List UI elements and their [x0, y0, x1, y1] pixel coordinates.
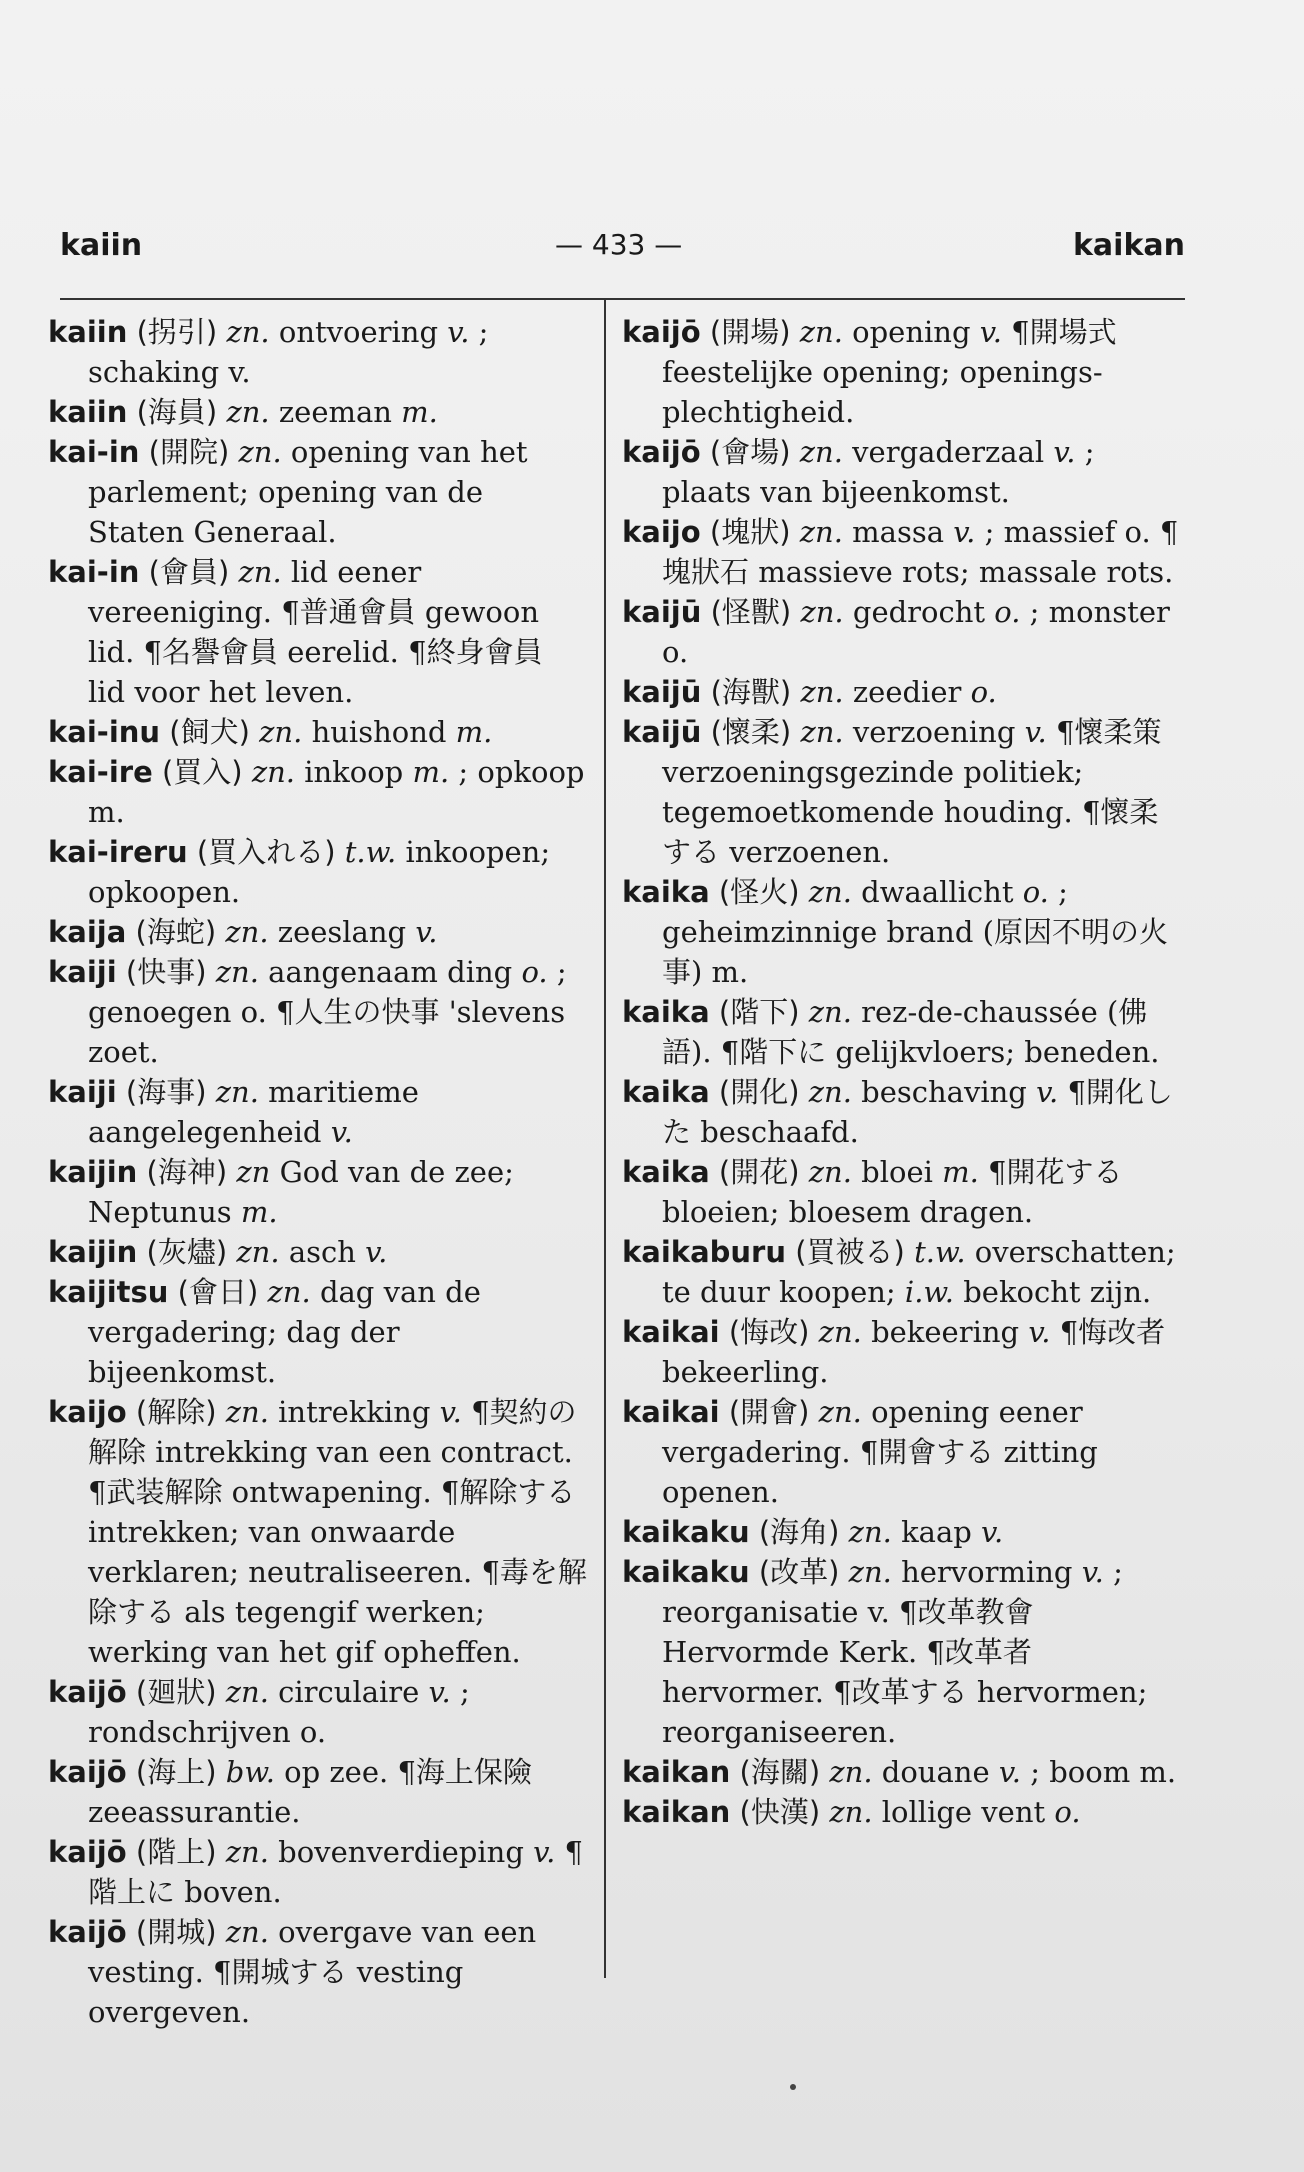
- kanji-form: (買入れる): [196, 835, 336, 869]
- part-of-speech: zn.: [808, 875, 852, 909]
- kanji-form: (階下): [718, 995, 800, 1029]
- gender-marker: v.: [415, 915, 438, 949]
- dictionary-entry: [48, 392, 588, 432]
- definition: circulaire: [278, 1675, 420, 1709]
- headword: kaika: [622, 875, 710, 909]
- gender-marker: m.: [942, 1155, 979, 1189]
- gender-marker: o.: [521, 955, 548, 989]
- definition: overschatten; te duur koopen;: [662, 1235, 1176, 1309]
- headword: kaikai: [622, 1315, 720, 1349]
- headword: kaijū: [622, 595, 702, 629]
- part-of-speech: zn.: [800, 675, 844, 709]
- dictionary-entry: [48, 1232, 588, 1272]
- headword: kaijō: [622, 435, 701, 469]
- kanji-form: (會場): [709, 435, 791, 469]
- dictionary-entry: [48, 832, 588, 912]
- kanji-form: (開城): [135, 1915, 217, 1949]
- definition: maritieme aangelegenheid: [88, 1075, 419, 1149]
- dictionary-entry: [48, 1272, 588, 1392]
- headword: kaika: [622, 1155, 710, 1189]
- gender-marker: m.: [401, 395, 438, 429]
- headword: kaika: [622, 1075, 710, 1109]
- header-rule: [60, 298, 1185, 300]
- gender-marker: v.: [365, 1235, 388, 1269]
- dictionary-entry: [622, 432, 1182, 512]
- definition: bovenverdieping: [278, 1835, 524, 1869]
- example-text: ¶階下に gelijkvloers; beneden.: [720, 1035, 1160, 1069]
- headword: kaijō: [48, 1675, 127, 1709]
- example-text: ¶開場式 feestelijke opening; openings-plechtigheid.: [662, 315, 1117, 429]
- definition: inkoopen; opkoopen.: [88, 835, 551, 909]
- dictionary-entry: [48, 1912, 588, 2032]
- definition: lid eener vereeniging.: [88, 555, 422, 629]
- part-of-speech: zn.: [215, 955, 259, 989]
- headword: kai-in: [48, 555, 140, 589]
- example-text: bekocht zijn.: [963, 1275, 1152, 1309]
- example-text: ¶開會する zitting openen.: [662, 1435, 1098, 1509]
- definition: overgave van een vesting.: [88, 1915, 537, 1989]
- dictionary-entry: [48, 1752, 588, 1832]
- definition: bloei: [861, 1155, 933, 1189]
- part-of-speech: zn.: [225, 915, 269, 949]
- headword: kaiin: [48, 315, 128, 349]
- dictionary-entry: [622, 1512, 1182, 1552]
- gender-marker: v.: [439, 1395, 462, 1429]
- part-of-speech: zn.: [799, 435, 843, 469]
- dictionary-entry: [622, 992, 1182, 1072]
- example-text: ; geheimzinnige brand (原因不明の火事) m.: [662, 875, 1168, 989]
- part-of-speech: zn.: [215, 1075, 259, 1109]
- example-text: ¶悔改者 bekeerling.: [662, 1315, 1166, 1389]
- gender-marker: v.: [447, 315, 470, 349]
- dictionary-entry: [622, 1392, 1182, 1512]
- dictionary-entry: [622, 1792, 1182, 1832]
- gender-marker: v.: [1036, 1075, 1059, 1109]
- page-header: [60, 228, 1185, 278]
- part-of-speech: zn.: [267, 1275, 311, 1309]
- dictionary-entry: [48, 752, 588, 832]
- dictionary-entry: [622, 1552, 1182, 1752]
- left-column: [48, 312, 588, 2032]
- dictionary-entry: [48, 952, 588, 1072]
- dictionary-entry: [622, 672, 1182, 712]
- part-of-speech: zn.: [225, 1675, 269, 1709]
- column-divider: [604, 298, 606, 1978]
- dictionary-entry: [622, 872, 1182, 992]
- headword: kai-ireru: [48, 835, 188, 869]
- part-of-speech: zn.: [800, 595, 844, 629]
- definition: huishond: [311, 715, 447, 749]
- headword: kaiji: [48, 1075, 117, 1109]
- part-of-speech: zn.: [226, 315, 270, 349]
- part-of-speech: zn.: [226, 395, 270, 429]
- example-text: ¶海上保險 zeeassurantie.: [88, 1755, 532, 1829]
- headword: kaija: [48, 915, 127, 949]
- definition: opening eener vergadering.: [662, 1395, 1083, 1469]
- gender-marker: m.: [412, 755, 450, 789]
- kanji-form: (買入): [161, 755, 243, 789]
- kanji-form: (會日): [177, 1275, 259, 1309]
- headword: kaijō: [48, 1835, 127, 1869]
- header-guide-word-left: kaiin: [60, 228, 143, 263]
- dictionary-entry: [48, 1672, 588, 1752]
- right-column: [622, 312, 1182, 1832]
- definition: zeeman: [278, 395, 392, 429]
- headword: kai-in: [48, 435, 140, 469]
- definition: verzoening: [852, 715, 1016, 749]
- dictionary-entry: [622, 512, 1182, 592]
- definition: bekeering: [871, 1315, 1020, 1349]
- definition: dag van de vergadering; dag der bijeenkomst.: [88, 1275, 481, 1389]
- dictionary-entry: [48, 552, 588, 712]
- headword: kaijo: [622, 515, 701, 549]
- kanji-form: (悔改): [728, 1315, 810, 1349]
- definition: opening van het parlement; opening van de Staten Generaal.: [88, 435, 528, 549]
- example-text: ¶懷柔策 verzoeningsgezinde politiek; tegemoetkomende houding. ¶懷柔する verzoenen.: [662, 715, 1162, 869]
- part-of-speech: t.w.: [344, 835, 397, 869]
- part-of-speech: zn.: [808, 1155, 852, 1189]
- part-of-speech: zn.: [799, 315, 843, 349]
- headword: kaiin: [48, 395, 128, 429]
- definition: douane: [881, 1755, 990, 1789]
- example-text: ; boom m.: [1030, 1755, 1177, 1789]
- definition: vergaderzaal: [852, 435, 1045, 469]
- dictionary-entry: [48, 912, 588, 952]
- headword: kaijō: [622, 315, 701, 349]
- kanji-form: (海神): [146, 1155, 228, 1189]
- kanji-form: (拐引): [136, 315, 218, 349]
- definition: beschaving: [861, 1075, 1027, 1109]
- headword: kaijin: [48, 1235, 138, 1269]
- example-text: ¶開城する vesting overgeven.: [88, 1955, 464, 2029]
- part-of-speech: zn: [236, 1155, 271, 1189]
- definition: rez-de-chaussée (佛語).: [662, 995, 1148, 1069]
- definition: ontvoering: [278, 315, 439, 349]
- kanji-form: (快漢): [739, 1795, 821, 1829]
- example-text: ; opkoop m.: [88, 755, 585, 829]
- headword: kaikan: [622, 1795, 731, 1829]
- headword: kaijo: [48, 1395, 127, 1429]
- kanji-form: (海事): [125, 1075, 207, 1109]
- part-of-speech: zn.: [818, 1395, 862, 1429]
- kanji-form: (解除): [135, 1395, 217, 1429]
- kanji-form: (怪火): [718, 875, 800, 909]
- part-of-speech: zn.: [225, 1395, 269, 1429]
- headword: kaikai: [622, 1395, 720, 1429]
- kanji-form: (開會): [728, 1395, 810, 1429]
- part-of-speech: zn.: [799, 515, 843, 549]
- gender-marker: m.: [455, 715, 493, 749]
- definition: hervorming: [901, 1555, 1073, 1589]
- example-text: ; genoegen o. ¶人生の快事 'slevens zoet.: [88, 955, 567, 1069]
- example-text: ¶階上に boven.: [88, 1835, 583, 1909]
- dictionary-entry: [48, 432, 588, 552]
- gender-marker: o.: [994, 595, 1021, 629]
- part-of-speech: zn.: [808, 995, 852, 1029]
- part-of-speech: zn.: [238, 555, 282, 589]
- kanji-form: (海員): [136, 395, 218, 429]
- dictionary-entry: [622, 1152, 1182, 1232]
- kanji-form: (改革): [758, 1555, 840, 1589]
- headword: kaikaburu: [622, 1235, 787, 1269]
- part-of-speech: t.w.: [914, 1235, 966, 1269]
- kanji-form: (海上): [135, 1755, 217, 1789]
- gender-marker: v.: [979, 315, 1002, 349]
- definition: zeedier: [852, 675, 962, 709]
- part-of-speech: zn.: [848, 1555, 892, 1589]
- headword: kaijitsu: [48, 1275, 169, 1309]
- kanji-form: (海獸): [710, 675, 792, 709]
- definition: intrekking: [278, 1395, 431, 1429]
- kanji-form: (廻狀): [135, 1675, 217, 1709]
- example-text: ¶開花する bloeien; bloesem dragen.: [662, 1155, 1123, 1229]
- part-of-speech: zn.: [848, 1515, 892, 1549]
- gender-marker: v.: [533, 1835, 556, 1869]
- headword: kaijū: [622, 715, 702, 749]
- gender-marker: o.: [1022, 875, 1049, 909]
- gender-marker: v.: [998, 1755, 1022, 1789]
- gender-marker: v.: [981, 1515, 1004, 1549]
- definition: God van de zee; Neptunus: [88, 1155, 514, 1229]
- headword: kaijō: [48, 1755, 127, 1789]
- dictionary-entry: [48, 1392, 588, 1672]
- part-of-speech: zn.: [259, 715, 303, 749]
- dictionary-entry: [48, 1072, 588, 1152]
- dictionary-entry: [622, 1752, 1182, 1792]
- kanji-form: (階上): [135, 1835, 217, 1869]
- part-of-speech: zn.: [808, 1075, 852, 1109]
- part-of-speech: zn.: [225, 1915, 269, 1949]
- kanji-form: (灰燼): [146, 1235, 228, 1269]
- definition: gedrocht: [852, 595, 986, 629]
- definition: opening: [852, 315, 971, 349]
- example-text: ; plaats van bijeenkomst.: [662, 435, 1095, 509]
- dictionary-entry: [622, 592, 1182, 672]
- definition: kaap: [901, 1515, 972, 1549]
- example-text: ¶開化した beschaafd.: [662, 1075, 1173, 1149]
- headword: kai-inu: [48, 715, 161, 749]
- kanji-form: (飼犬): [169, 715, 250, 749]
- gender-marker: v.: [1028, 1315, 1051, 1349]
- headword: kaikaku: [622, 1515, 750, 1549]
- gender-marker: v.: [428, 1675, 451, 1709]
- gender-marker: i.w.: [904, 1275, 955, 1309]
- example-text: ; schaking v.: [88, 315, 489, 389]
- kanji-form: (海關): [739, 1755, 821, 1789]
- part-of-speech: bw.: [225, 1755, 275, 1789]
- definition: massa: [852, 515, 944, 549]
- headword: kaijō: [48, 1915, 127, 1949]
- gender-marker: v.: [1053, 435, 1076, 469]
- definition: aangenaam ding: [268, 955, 513, 989]
- kanji-form: (快事): [125, 955, 207, 989]
- dictionary-entry: [622, 1232, 1182, 1312]
- example-text: ; rondschrijven o.: [88, 1675, 470, 1749]
- kanji-form: (開花): [718, 1155, 800, 1189]
- gender-marker: o.: [970, 675, 997, 709]
- kanji-form: (買被る): [795, 1235, 905, 1269]
- kanji-form: (怪獸): [710, 595, 792, 629]
- dictionary-entry: [622, 1312, 1182, 1392]
- gender-marker: o.: [1054, 1795, 1081, 1829]
- part-of-speech: zn.: [800, 715, 844, 749]
- example-text: ; reorganisatie v. ¶改革教會 Hervormde Kerk. ¶改革者 hervormer. ¶改革する hervormen; reorganiseeren.: [662, 1555, 1148, 1749]
- example-text: ; massief o. ¶塊狀石 massieve rots; massale rots.: [662, 515, 1179, 589]
- definition: op zee.: [284, 1755, 389, 1789]
- gender-marker: m.: [240, 1195, 278, 1229]
- headword: kaika: [622, 995, 710, 1029]
- part-of-speech: zn.: [829, 1755, 873, 1789]
- dictionary-entry: [622, 1072, 1182, 1152]
- definition: inkoop: [304, 755, 404, 789]
- example-text: ; monster o.: [662, 595, 1170, 669]
- gender-marker: v.: [1081, 1555, 1104, 1589]
- part-of-speech: zn.: [225, 1835, 269, 1869]
- header-guide-word-right: kaikan: [1072, 228, 1185, 263]
- dictionary-entry: [622, 712, 1182, 872]
- gender-marker: v.: [1024, 715, 1047, 749]
- dictionary-entry: [48, 312, 588, 392]
- kanji-form: (懷柔): [710, 715, 792, 749]
- page-speck: [790, 2084, 796, 2090]
- example-text: ¶契約の解除 intrekking van een contract. ¶武装解除 ontwapening. ¶解除する intrekken; van onwaarde verklaren; neutraliseeren. ¶毒を解除する als tegengif werken; werking van het gif opheffen.: [88, 1395, 587, 1669]
- kanji-form: (海蛇): [135, 915, 217, 949]
- headword: kaijin: [48, 1155, 138, 1189]
- example-text: ¶普通會員 gewoon lid. ¶名譽會員 eerelid. ¶終身會員 lid voor het leven.: [88, 595, 543, 709]
- page-number: — 433 —: [555, 228, 683, 261]
- dictionary-entry: [48, 712, 588, 752]
- definition: dwaallicht: [861, 875, 1014, 909]
- kanji-form: (開場): [709, 315, 791, 349]
- kanji-form: (海角): [758, 1515, 840, 1549]
- dictionary-entry: [48, 1832, 588, 1912]
- dictionary-entry: [622, 312, 1182, 432]
- definition: lollige vent: [881, 1795, 1046, 1829]
- headword: kaikaku: [622, 1555, 750, 1589]
- headword: kaijū: [622, 675, 702, 709]
- headword: kaikan: [622, 1755, 731, 1789]
- gender-marker: v.: [953, 515, 976, 549]
- part-of-speech: zn.: [236, 1235, 280, 1269]
- dictionary-entry: [48, 1152, 588, 1232]
- part-of-speech: zn.: [238, 435, 282, 469]
- kanji-form: (會員): [148, 555, 230, 589]
- part-of-speech: zn.: [818, 1315, 862, 1349]
- headword: kaiji: [48, 955, 117, 989]
- kanji-form: (塊狀): [709, 515, 791, 549]
- headword: kai-ire: [48, 755, 153, 789]
- definition: zeeslang: [277, 915, 407, 949]
- gender-marker: v.: [330, 1115, 353, 1149]
- part-of-speech: zn.: [251, 755, 296, 789]
- kanji-form: (開化): [718, 1075, 800, 1109]
- part-of-speech: zn.: [829, 1795, 873, 1829]
- definition: asch: [288, 1235, 356, 1269]
- kanji-form: (開院): [148, 435, 230, 469]
